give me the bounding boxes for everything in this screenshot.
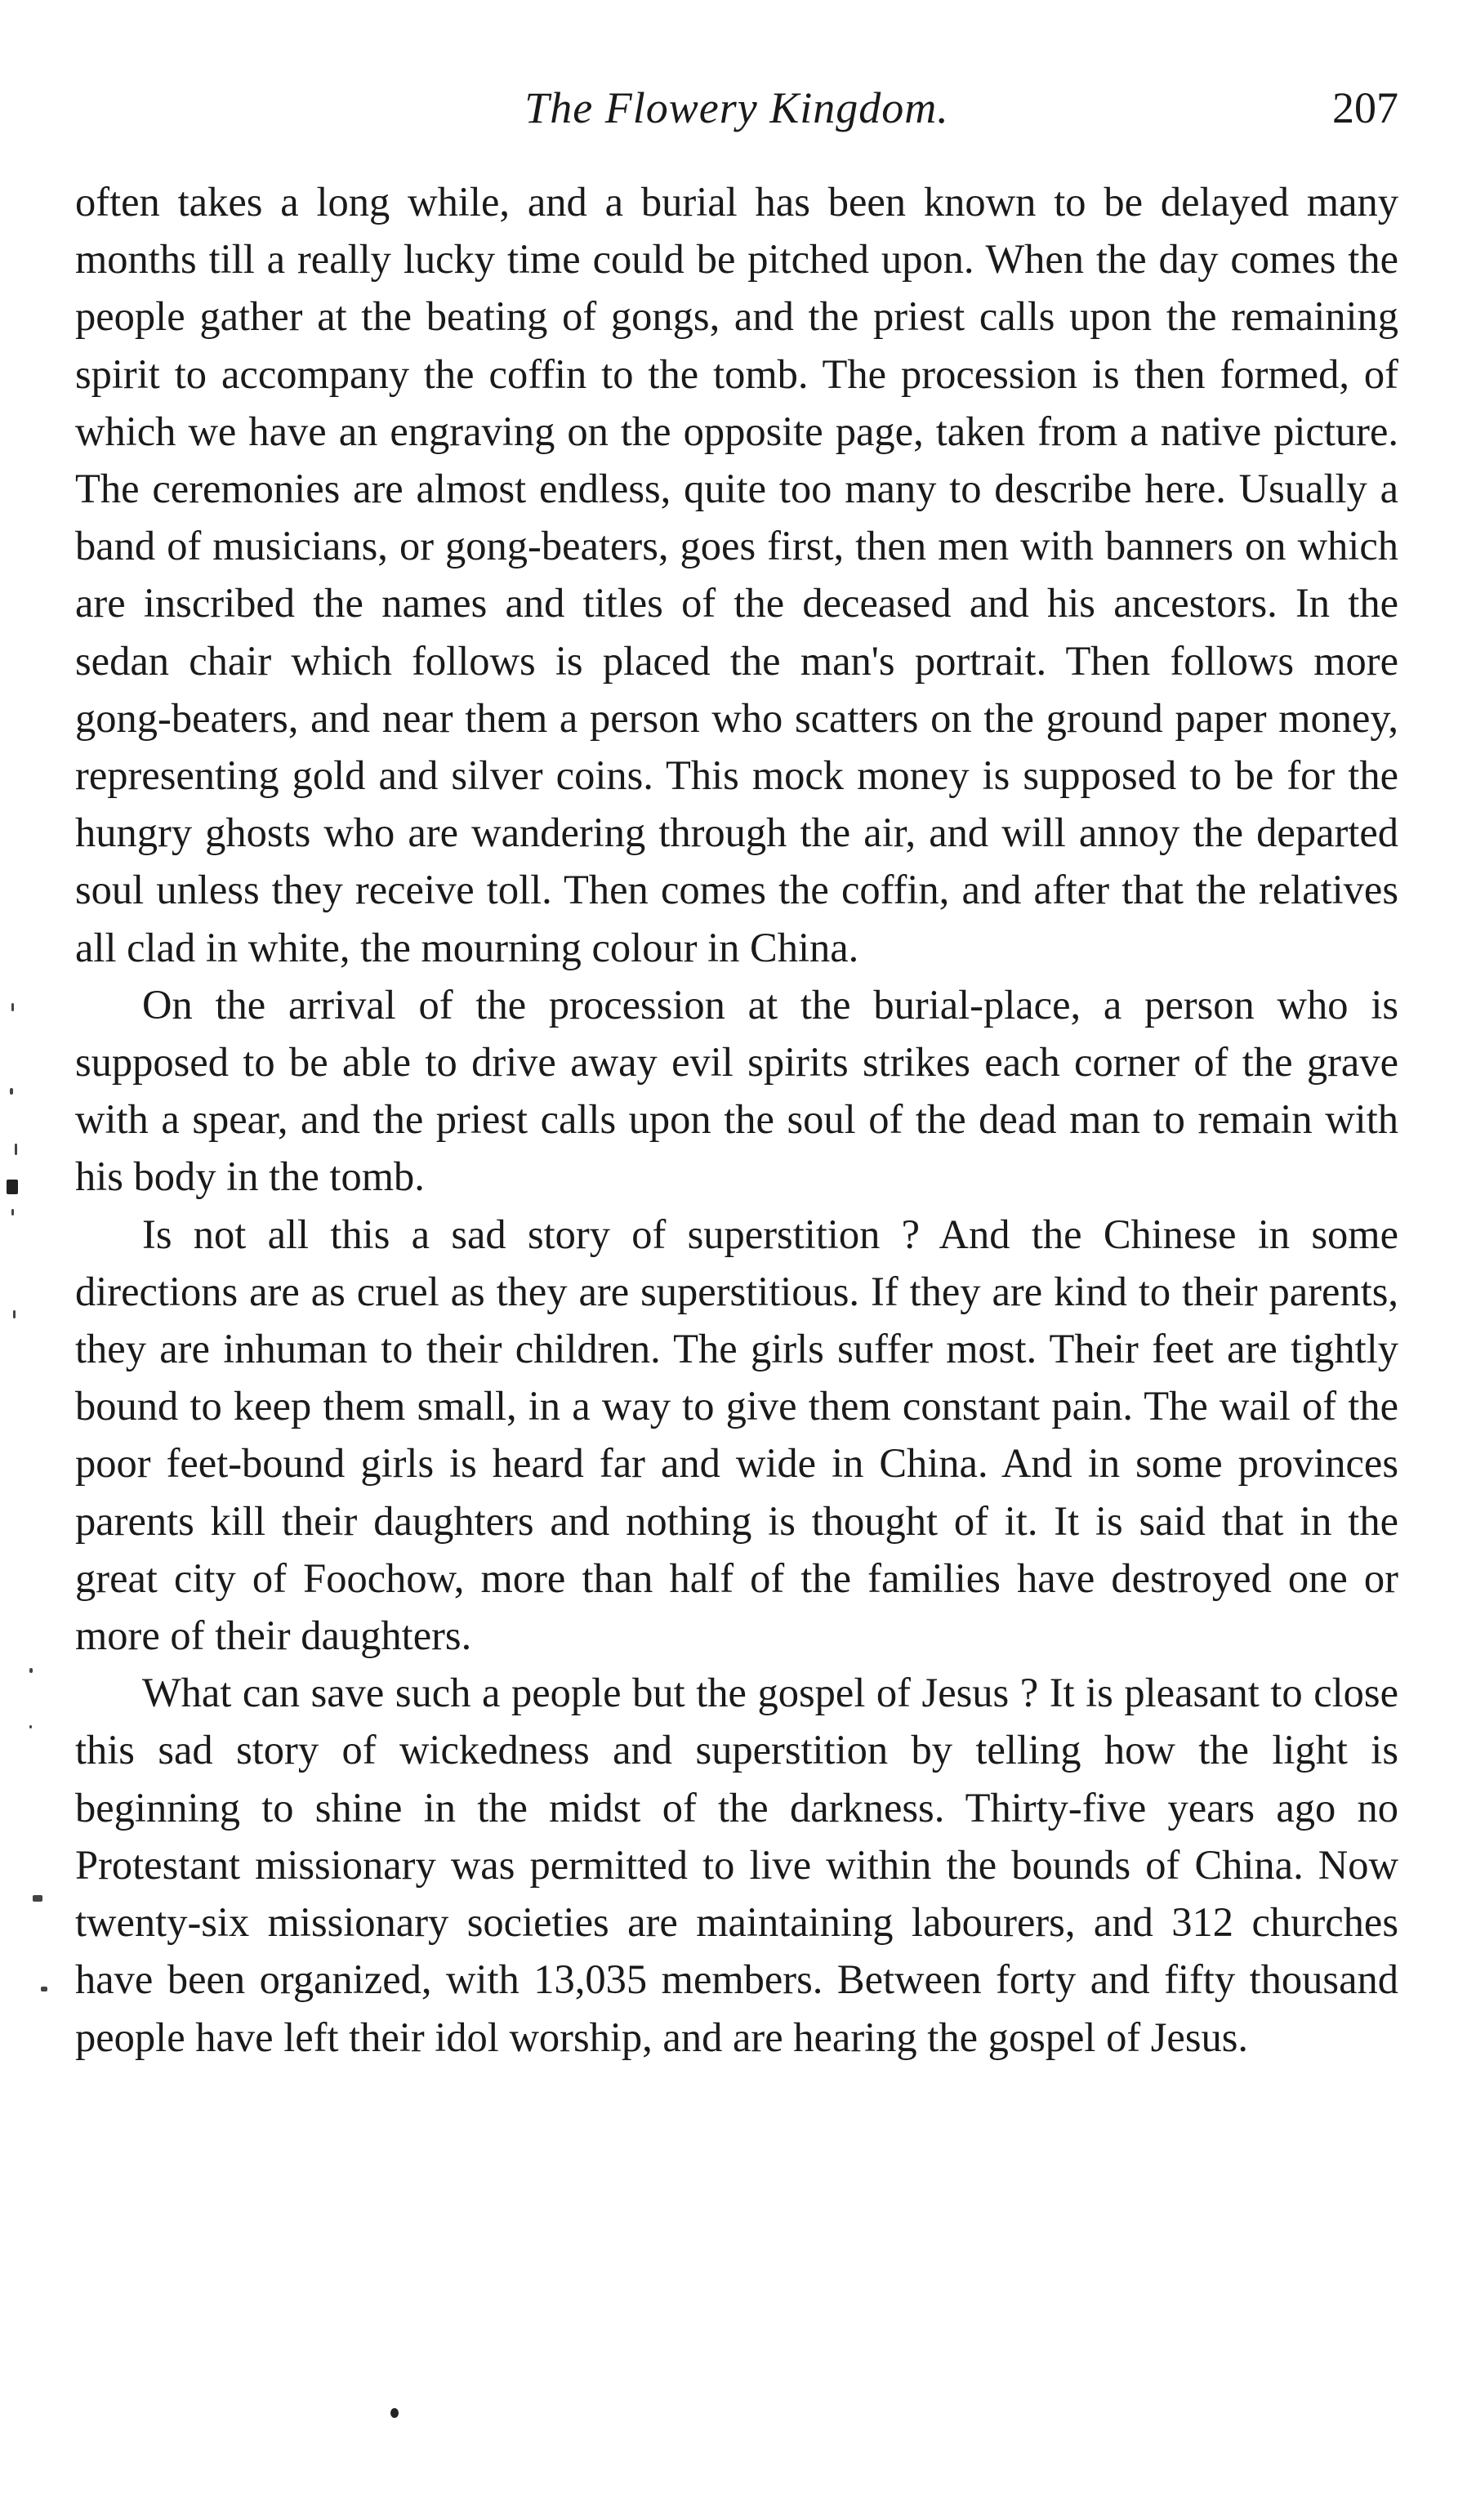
margin-mark: [13, 1310, 16, 1318]
paragraph-gospel: What can save such a people but the gospel of Jesus ? It is pleasant to close this sad story of wickedness and superstition by telling how the light is beginning to shine in the midst of the darkness. Thirty-five years ago no Protestant missionary was permitted to live within the bounds of China. Now twenty-six missionary societies are maintaining labourers, and 312 churches have been organized, with 13,035 members. Between forty and fifty thousand people have left their idol worship, and are hearing the gospel of Jesus.: [75, 1670, 1398, 2060]
margin-mark: [15, 1144, 17, 1155]
margin-scan-marks: [0, 0, 65, 2520]
body-text: [75, 173, 1398, 2066]
margin-mark: [29, 1668, 33, 1673]
margin-mark: [11, 1003, 14, 1011]
margin-mark: [41, 1987, 47, 1991]
paragraph-burial-place: On the arrival of the procession at the burial-place, a person who is supposed to be able to drive away evil spirits strikes each corner of the grave with a spear, and the priest calls upon the soul of the dead man to remain with his body in the tomb.: [75, 981, 1398, 1200]
margin-mark: [33, 1895, 42, 1902]
margin-mark: [29, 1725, 32, 1728]
paragraph-superstition: Is not all this a sad story of superstition ? And the Chinese in some directions are as cruel as they are superstitious. If they are kind to their parents, they are inhuman to their children. The girls suffer most. Their feet are tightly bound to keep them small, in a way to give them constant pain. The wail of the poor feet-bound girls is heard far and wide in China. And in some provinces parents kill their daughters and nothing is thought of it. It is said that in the great city of Foochow, more than half of the families have destroyed one or more of their daughters.: [75, 1211, 1398, 1659]
margin-mark: [7, 1180, 18, 1194]
paragraph-burial-procession: often takes a long while, and a burial has been known to be delayed many months till a really lucky time could be pitched upon. When the day comes the people gather at the beating of gongs, and the priest calls upon the remaining spirit to accompany the coffin to the tomb. The procession is then formed, of which we have an engraving on the opposite page, taken from a native picture. The ceremonies are almost endless, quite too many to describe here. Usually a band of musicians, or gong-beaters, goes first, then men with banners on which are inscribed the names and titles of the deceased and his ancestors. In the sedan chair which follows is placed the man's portrait. Then follows more gong-beaters, and near them a person who scatters on the ground paper money, representing gold and silver coins. This mock money is supposed to be for the hungry ghosts who are wandering through the air, and will annoy the departed soul unless they receive toll. Then comes the coffin, and after that the relatives all clad in white, the mourning colour in China.: [75, 179, 1398, 970]
running-head: [75, 75, 1398, 140]
margin-mark: [11, 1209, 14, 1215]
running-title: The Flowery Kingdom.: [524, 83, 949, 132]
margin-mark: [10, 1088, 13, 1095]
page-number: 207: [1332, 83, 1398, 132]
print-speck: [390, 2408, 399, 2418]
